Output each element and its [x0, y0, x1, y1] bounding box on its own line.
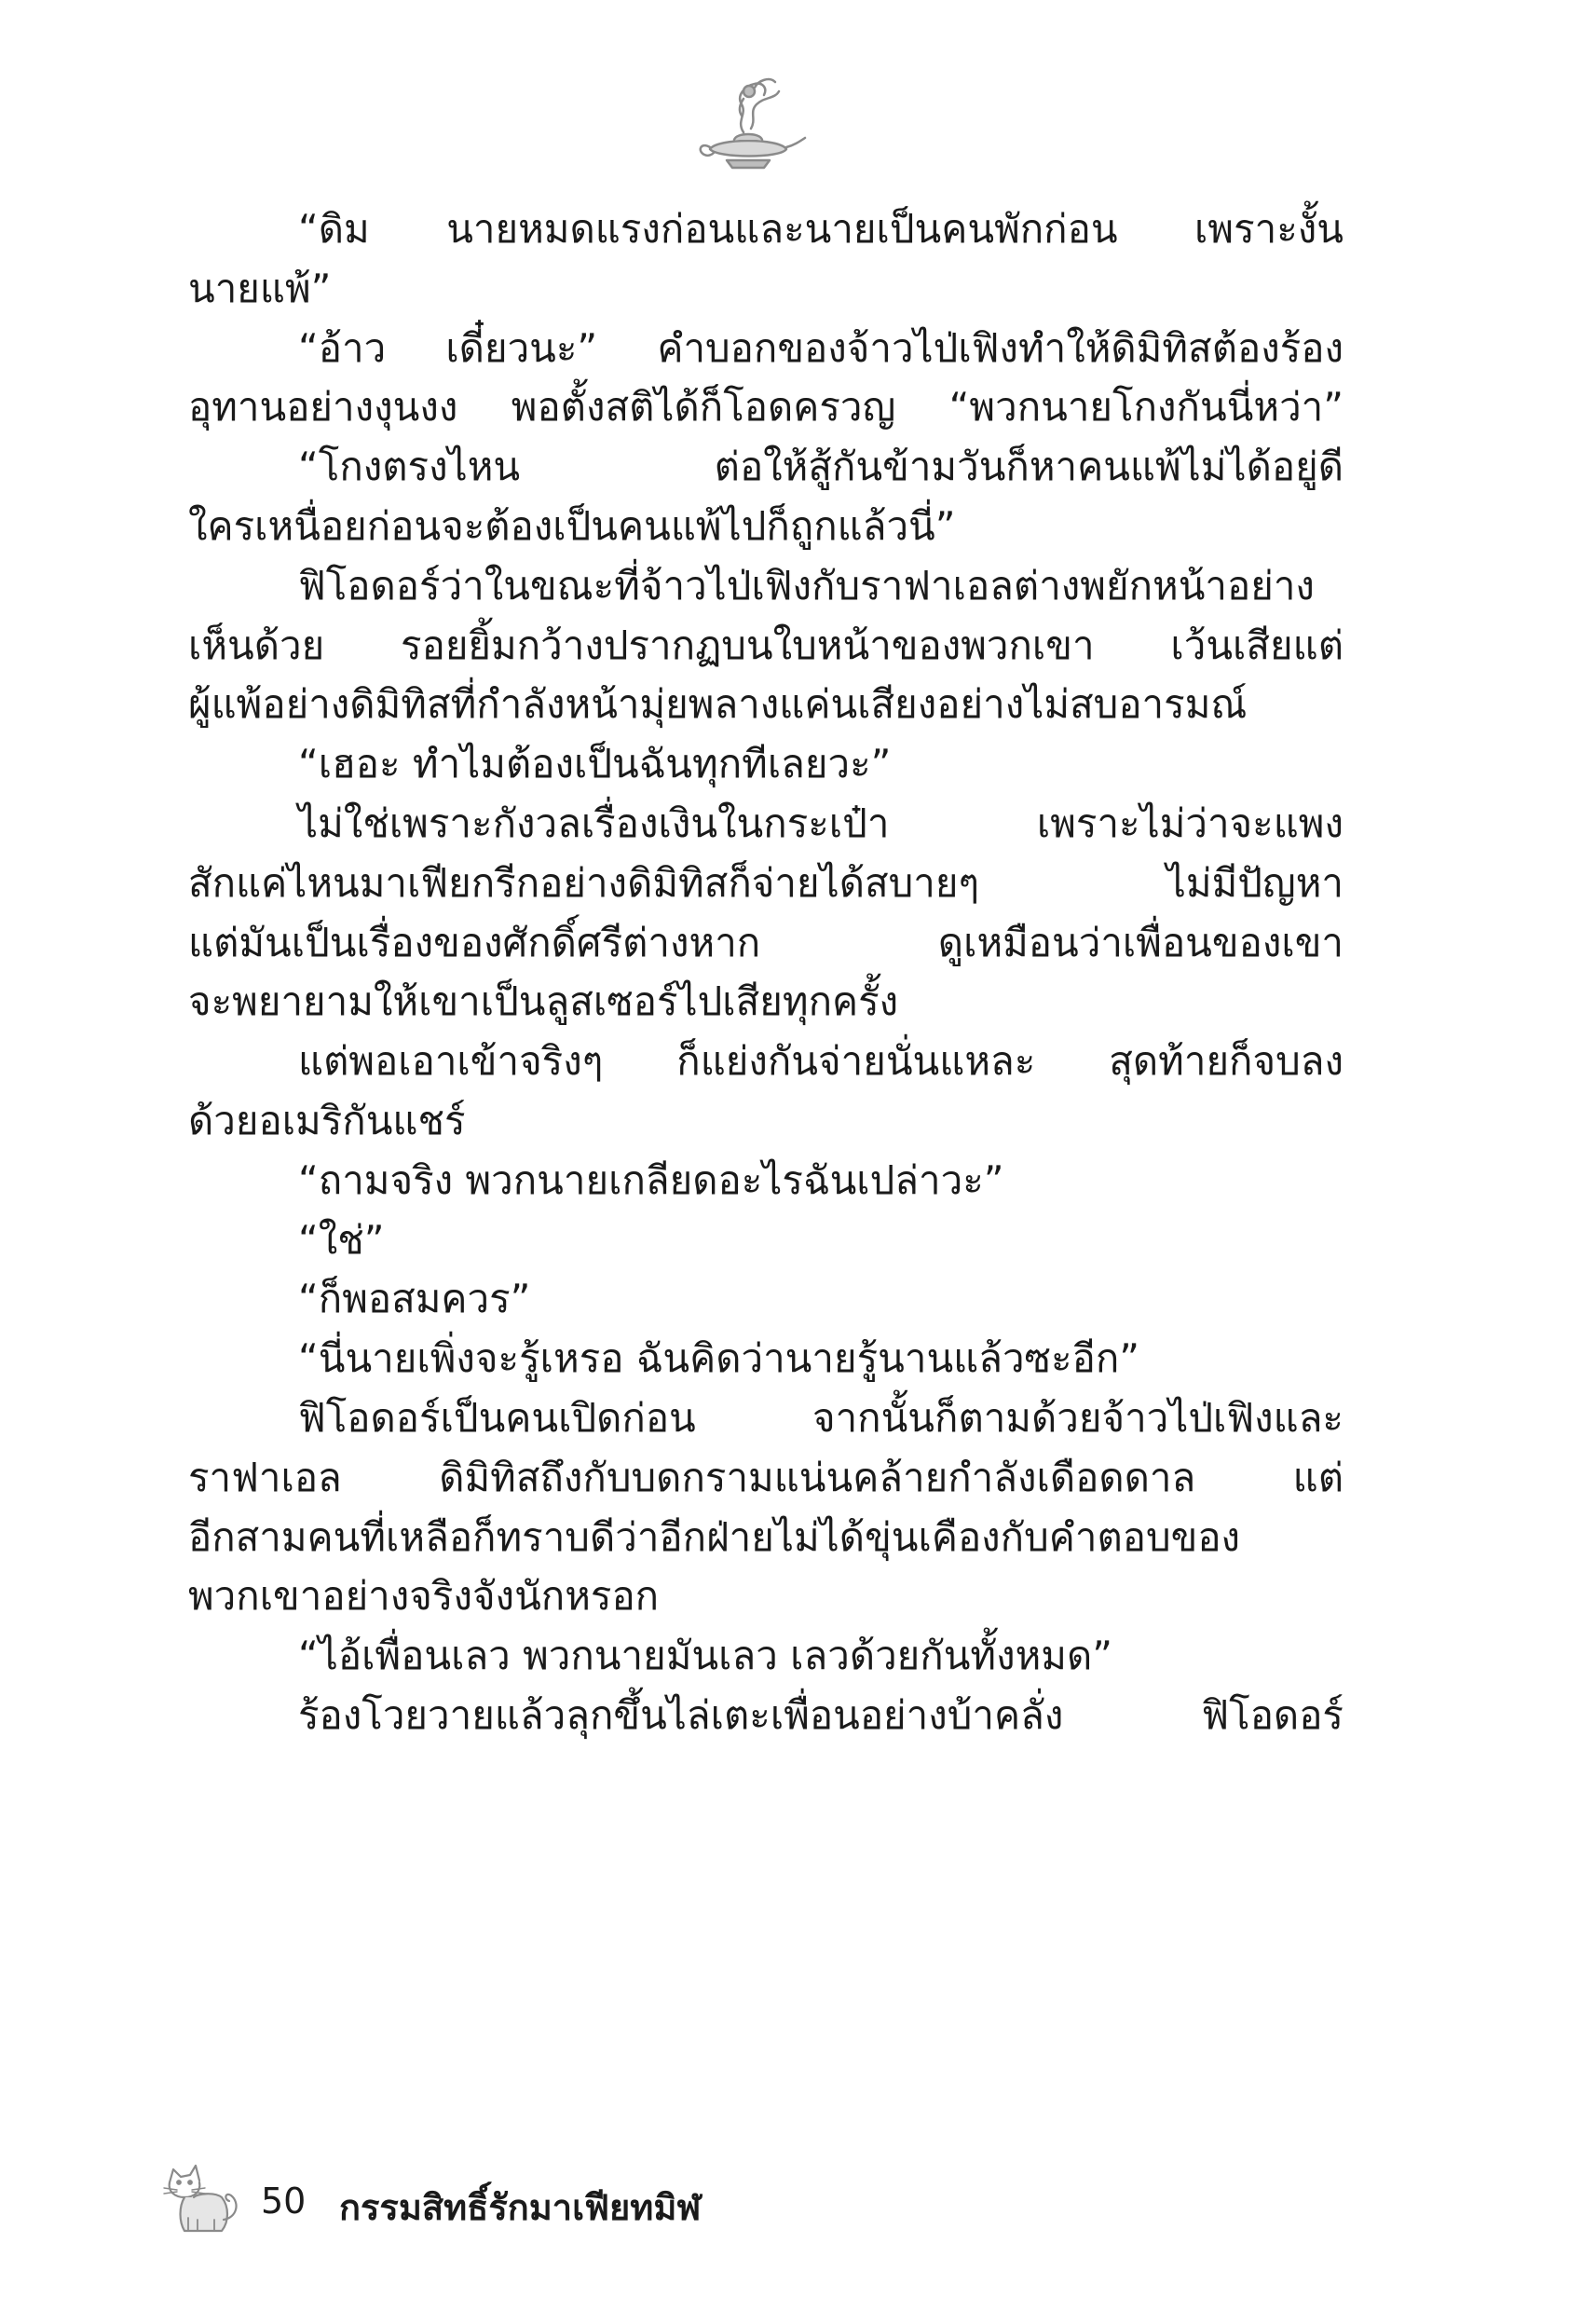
text-line: “ก็พอสมควร”	[298, 1276, 531, 1322]
text-line: นายแพ้”	[188, 265, 332, 311]
text-line: “นี่นายเพิ่งจะรู้เหรอ ฉันคิดว่านายรู้นานแล้วซะอีก”	[298, 1335, 1140, 1382]
text-line: ไม่ใช่เพราะกังวลเรื่องเงินในกระเป๋า เพราะไม่ว่าจะแพง	[298, 800, 1344, 846]
text-line: แต่มันเป็นเรื่องของศักดิ์ศรีต่างหาก ดูเหมือนว่าเพื่อนของเขา	[188, 919, 1344, 965]
running-title: กรรมสิทธิ์รักมาเฟียทมิฬ	[339, 2187, 702, 2228]
text-line: “ถามจริง พวกนายเกลียดอะไรฉันเปล่าวะ”	[298, 1156, 1004, 1203]
text-line: ร้องโวยวายแล้วลุกขึ้นไล่เตะเพื่อนอย่างบ้าคลั่ง ฟิโอดอร์	[298, 1691, 1344, 1738]
page-footer	[157, 2145, 995, 2248]
text-line: สักแค่ไหนมาเฟียกรีกอย่างดิมิทิสก็จ่ายได้สบายๆ ไม่มีปัญหา	[188, 859, 1344, 906]
text-line: “ดิม นายหมดแรงก่อนและนายเป็นคนพักก่อน เพราะงั้น	[298, 206, 1344, 252]
text-line: ผู้แพ้อย่างดิมิทิสที่กำลังหน้ามุ่ยพลางแค่นเสียงอย่างไม่สบอารมณ์	[188, 681, 1248, 728]
text-line: ราฟาเอล ดิมิทิสถึงกับบดกรามแน่นคล้ายกำลังเดือดดาล แต่	[188, 1454, 1344, 1500]
text-line: “อ้าว เดี๋ยวนะ” คำบอกของจ้าวไป่เฟิงทำให้ดิมิทิสต้องร้อง	[298, 324, 1344, 371]
text-line: ใครเหนื่อยก่อนจะต้องเป็นคนแพ้ไปก็ถูกแล้วนี่”	[188, 502, 956, 549]
text-line: “เฮอะ ทำไมต้องเป็นฉันทุกทีเลยวะ”	[298, 741, 892, 787]
text-line: พวกเขาอย่างจริงจังนักหรอก	[188, 1573, 660, 1620]
text-line: อุทานอย่างงุนงง พอตั้งสติได้ก็โอดครวญ “พวกนายโกงกันนี่หว่า”	[188, 384, 1344, 431]
text-line: ด้วยอเมริกันแชร์	[188, 1097, 466, 1143]
text-line: อีกสามคนที่เหลือก็ทราบดีว่าอีกฝ่ายไม่ได้ขุ่นเคืองกับคำตอบของ	[188, 1513, 1241, 1560]
text-line: “โกงตรงไหน ต่อให้สู้กันข้ามวันก็หาคนแพ้ไม่ได้อยู่ดี	[298, 444, 1344, 490]
text-line: ฟิโอดอร์ว่าในขณะที่จ้าวไป่เฟิงกับราฟาเอลต่างพยักหน้าอย่าง	[298, 562, 1315, 609]
genie-lamp-icon	[689, 67, 811, 179]
cat-icon	[157, 2145, 250, 2238]
text-line: จะพยายามให้เขาเป็นลูสเซอร์ไปเสียทุกครั้ง	[188, 978, 899, 1025]
text-line: “ใช่”	[298, 1216, 385, 1263]
page-number: 50	[261, 2181, 307, 2222]
text-line: แต่พอเอาเข้าจริงๆ ก็แย่งกันจ่ายนั่นแหละ สุดท้ายก็จบลง	[298, 1038, 1344, 1085]
text-line: เห็นด้วย รอยยิ้มกว้างปรากฏบนใบหน้าของพวกเขา เว้นเสียแต่	[188, 622, 1344, 668]
text-line: ฟิโอดอร์เป็นคนเปิดก่อน จากนั้นก็ตามด้วยจ้าวไป่เฟิงและ	[298, 1394, 1344, 1441]
chapter-body-text	[188, 199, 1344, 1745]
text-line: “ไอ้เพื่อนเลว พวกนายมันเลว เลวด้วยกันทั้งหมด”	[298, 1633, 1113, 1679]
